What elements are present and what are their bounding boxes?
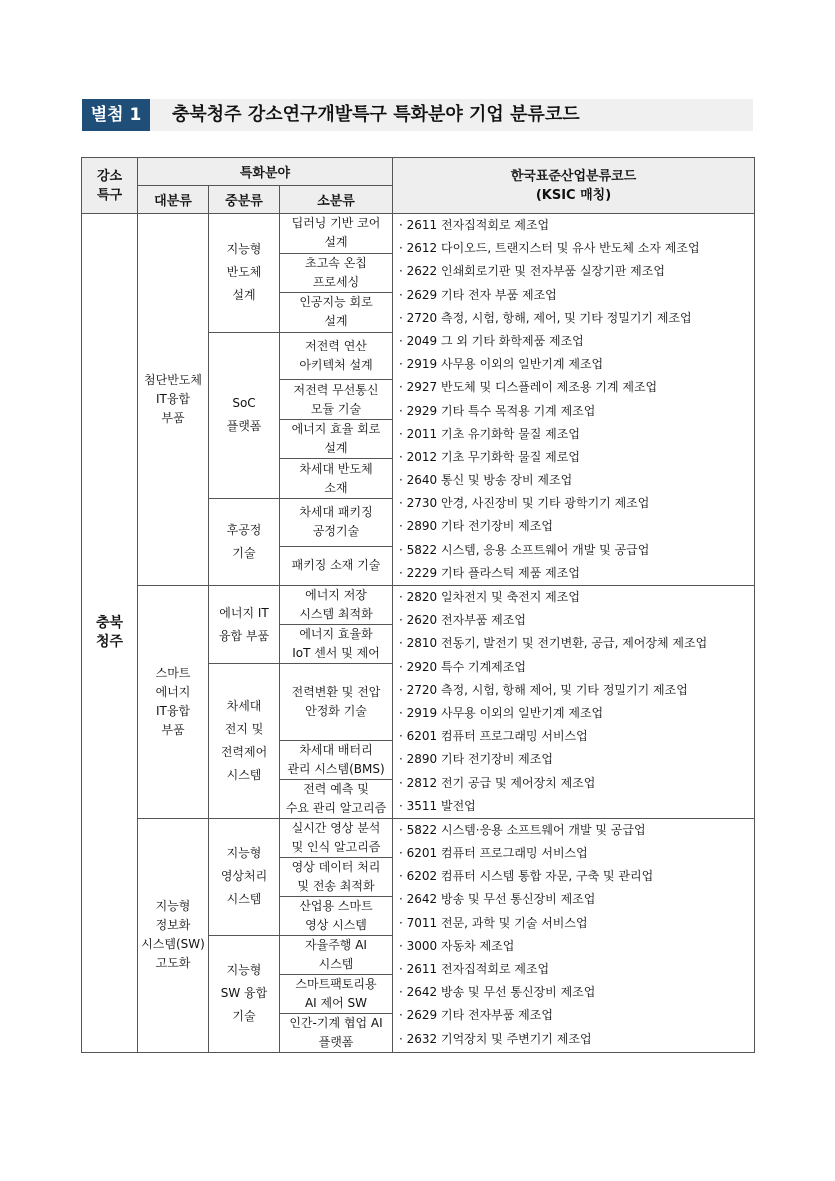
ksic-code-item: · 3000 자동차 제조업 — [399, 935, 754, 958]
header-middle: 중분류 — [209, 186, 280, 214]
ksic-code-item: · 2812 전기 공급 및 제어장치 제조업 — [399, 772, 754, 795]
ksic-code-item: · 5822 시스템·응용 소프트웨어 개발 및 공급업 — [399, 819, 754, 842]
major-category-cell: 첨단반도체 IT융합 부품 — [138, 214, 209, 586]
ksic-code-item: · 2011 기초 유기화학 물질 제조업 — [399, 423, 754, 446]
ksic-code-list — [399, 214, 754, 585]
ksic-code-list — [399, 586, 754, 818]
ksic-code-item: · 2810 전동기, 발전기 및 전기변환, 공급, 제어장체 제조업 — [399, 632, 754, 655]
ksic-code-item: · 2929 기타 특수 목적용 기계 제조업 — [399, 400, 754, 423]
header-ksic: 한국표준산업분류코드 (KSIC 매칭) — [393, 158, 755, 214]
table-row — [82, 586, 755, 625]
appendix-badge: 별첨 1 — [82, 99, 150, 131]
minor-category-cell: 에너지 효율화 IoT 센서 및 제어 — [280, 625, 393, 664]
ksic-code-item: · 2632 기억장치 및 주변기기 제조업 — [399, 1028, 754, 1051]
ksic-code-item: · 2629 기타 전자 부품 제조업 — [399, 284, 754, 307]
ksic-code-item: · 6201 컴퓨터 프로그래밍 서비스업 — [399, 842, 754, 865]
ksic-code-item: · 2620 전자부품 제조업 — [399, 609, 754, 632]
ksic-code-item: · 2229 기타 플라스틱 제품 제조업 — [399, 562, 754, 585]
minor-category-cell: 전력변환 및 전압 안정화 기술 — [280, 664, 393, 740]
ksic-codes-cell — [393, 214, 755, 586]
ksic-code-item: · 3511 발전업 — [399, 795, 754, 818]
ksic-codes-cell — [393, 818, 755, 1052]
middle-category-cell: 지능형 SW 융합 기술 — [209, 935, 280, 1052]
ksic-code-item: · 2611 전자집적회로 제조업 — [399, 958, 754, 981]
table-row — [82, 818, 755, 857]
minor-category-cell: 인공지능 회로 설계 — [280, 293, 393, 333]
ksic-code-item: · 2720 측정, 시험, 항해 제어, 및 기타 정밀기기 제조업 — [399, 679, 754, 702]
minor-category-cell: 에너지 저장 시스템 최적화 — [280, 586, 393, 625]
minor-category-cell: 차세대 패키징 공정기술 — [280, 498, 393, 546]
minor-category-cell: 전력 예측 및 수요 관리 알고리즘 — [280, 779, 393, 818]
minor-category-cell: 저전력 연산 아키텍처 설계 — [280, 332, 393, 380]
ksic-code-item: · 2642 방송 및 무선 통신장비 제조업 — [399, 888, 754, 911]
ksic-code-item: · 2890 기타 전기장비 제조업 — [399, 515, 754, 538]
ksic-code-item: · 2920 특수 기계제조업 — [399, 656, 754, 679]
ksic-code-item: · 2919 사무용 이외의 일반기계 제조업 — [399, 353, 754, 376]
minor-category-cell: 차세대 배터리 관리 시스템(BMS) — [280, 740, 393, 779]
minor-category-cell: 스마트팩토리용 AI 제어 SW — [280, 974, 393, 1013]
ksic-code-item: · 2629 기타 전자부품 제조업 — [399, 1004, 754, 1027]
ksic-code-list — [399, 819, 754, 1051]
minor-category-cell: 저전력 무선통신 모듈 기술 — [280, 380, 393, 420]
header-zone: 강소 특구 — [82, 158, 138, 214]
header-minor: 소분류 — [280, 186, 393, 214]
ksic-code-item: · 6201 컴퓨터 프로그래밍 서비스업 — [399, 725, 754, 748]
ksic-code-item: · 2049 그 외 기타 화학제품 제조업 — [399, 330, 754, 353]
minor-category-cell: 에너지 효율 회로 설계 — [280, 419, 393, 459]
minor-category-cell: 초고속 온칩 프로세싱 — [280, 253, 393, 293]
classification-table — [81, 157, 755, 1053]
minor-category-cell: 패키징 소재 기술 — [280, 546, 393, 586]
ksic-code-item: · 5822 시스템, 응용 소프트웨어 개발 및 공급업 — [399, 539, 754, 562]
ksic-code-item: · 2642 방송 및 무선 통신장비 제조업 — [399, 981, 754, 1004]
title-bar — [82, 99, 753, 131]
ksic-code-item: · 6202 컴퓨터 시스템 통합 자문, 구축 및 관리업 — [399, 865, 754, 888]
middle-category-cell: 지능형 영상처리 시스템 — [209, 818, 280, 935]
ksic-code-item: · 2927 반도체 및 디스플레이 제조용 기계 제조업 — [399, 376, 754, 399]
minor-category-cell: 차세대 반도체 소재 — [280, 459, 393, 499]
table-row — [82, 214, 755, 254]
ksic-code-item: · 7011 전문, 과학 및 기술 서비스업 — [399, 912, 754, 935]
ksic-codes-cell — [393, 586, 755, 819]
minor-category-cell: 딥러닝 기반 코어 설계 — [280, 214, 393, 254]
major-category-cell: 지능형 정보화 시스템(SW) 고도화 — [138, 818, 209, 1052]
ksic-code-item: · 2820 일차전지 및 축전지 제조업 — [399, 586, 754, 609]
minor-category-cell: 실시간 영상 분석 및 인식 알고리즘 — [280, 818, 393, 857]
zone-cell: 충북 청주 — [82, 214, 138, 1053]
minor-category-cell: 인간-기계 협업 AI 플랫폼 — [280, 1013, 393, 1052]
ksic-code-item: · 2730 안경, 사진장비 및 기타 광학기기 제조업 — [399, 492, 754, 515]
ksic-code-item: · 2919 사무용 이외의 일반기계 제조업 — [399, 702, 754, 725]
middle-category-cell: 에너지 IT 융합 부품 — [209, 586, 280, 664]
middle-category-cell: 후공정 기술 — [209, 498, 280, 585]
header-field: 특화분야 — [138, 158, 393, 186]
middle-category-cell: 지능형 반도체 설계 — [209, 214, 280, 333]
major-category-cell: 스마트 에너지 IT융합 부품 — [138, 586, 209, 819]
minor-category-cell: 자율주행 AI 시스템 — [280, 935, 393, 974]
ksic-code-item: · 2012 기초 무기화학 물질 제로업 — [399, 446, 754, 469]
ksic-code-item: · 2611 전자집적회로 제조업 — [399, 214, 754, 237]
ksic-code-item: · 2890 기타 전기장비 제조업 — [399, 748, 754, 771]
minor-category-cell: 영상 데이터 처리 및 전송 최적화 — [280, 857, 393, 896]
page-title: 충북청주 강소연구개발특구 특화분야 기업 분류코드 — [172, 104, 580, 125]
ksic-code-item: · 2640 통신 및 방송 장비 제조업 — [399, 469, 754, 492]
header-major: 대분류 — [138, 186, 209, 214]
ksic-code-item: · 2720 측정, 시험, 항해, 제어, 및 기타 정밀기기 제조업 — [399, 307, 754, 330]
ksic-code-item: · 2612 다이오드, 트랜지스터 및 유사 반도체 소자 제조업 — [399, 237, 754, 260]
minor-category-cell: 산업용 스마트 영상 시스템 — [280, 896, 393, 935]
middle-category-cell: SoC 플랫폼 — [209, 332, 280, 498]
middle-category-cell: 차세대 전지 및 전력제어 시스템 — [209, 664, 280, 819]
ksic-code-item: · 2622 인쇄회로기판 및 전자부품 실장기판 제조업 — [399, 260, 754, 283]
